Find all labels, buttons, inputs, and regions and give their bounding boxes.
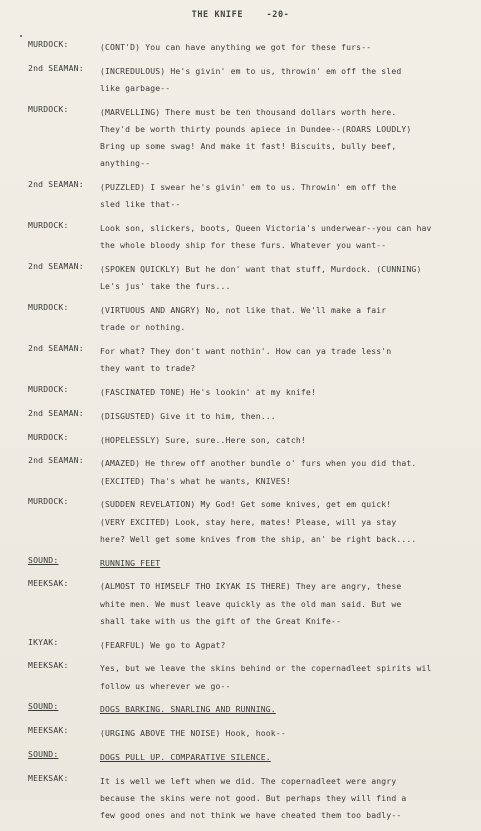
script-body: [0, 39, 481, 831]
dialogue-line: Bring up some swag! And make it fast! Biscuits, bully beef,: [100, 141, 397, 152]
dialogue-line: (CONT'D) You can have anything we got for these furs--: [100, 42, 372, 52]
dialogue-line: (ALMOST TO HIMSELF THO IKYAK IS THERE) They are angry, these: [100, 581, 402, 592]
header-page-number: -20-: [266, 10, 290, 20]
dialogue-line: (SUDDEN REVELATION) My God! Get some knives, get em quick!: [100, 499, 392, 510]
dialogue-line: here? Well get some knives from the ship, an' be right back....: [100, 533, 417, 544]
speaker-name: SOUND:: [28, 748, 59, 759]
dialogue-line: Yes, but we leave the skins behind or the copernadleet spirits wil: [100, 663, 432, 674]
dialogue-line: because the skins were not good. But perhaps they will find a: [100, 792, 407, 803]
dialogue-line: white men. We must leave quickly as the old man said. But we: [100, 598, 402, 609]
dialogue-line: anything--: [100, 158, 151, 169]
dialogue-text: [100, 578, 481, 630]
dialogue-line: (AMAZED) He threw off another bundle o' furs when you did that.: [100, 458, 417, 469]
dialogue-line: few good ones and not think we have cheated them too badly--: [100, 810, 402, 821]
dialogue-entry: [0, 179, 481, 213]
speaker-name: MURDOCK:: [28, 431, 69, 442]
dialogue-entry: [0, 104, 481, 173]
dialogue-text: [100, 725, 481, 742]
dialogue-entry: [0, 408, 481, 425]
dialogue-entry: [0, 660, 481, 694]
dialogue-line: For what? They don't want nothin'. How can ya trade less'n: [100, 346, 392, 357]
dialogue-text: [100, 555, 481, 572]
dialogue-line: (INCREDULOUS) He's givin' em to us, throwin' em off the sled: [100, 65, 402, 76]
dialogue-line: Look son, slickers, boots, Queen Victoria's underwear--you can hav: [100, 223, 432, 234]
dialogue-line: the whole bloody ship for these furs. Whatever you want--: [100, 240, 387, 251]
dialogue-text: [100, 701, 481, 718]
speaker-name: IKYAK:: [28, 636, 59, 647]
dialogue-text: [100, 432, 481, 449]
dialogue-line: sled like that--: [100, 199, 181, 210]
dialogue-line: (VERY EXCITED) Look, stay here, mates! Please, will ya stay: [100, 516, 397, 527]
speaker-name: MEEKSAK:: [28, 772, 69, 783]
speaker-name: MURDOCK:: [28, 384, 69, 395]
dialogue-line: (FASCINATED TONE) He's lookin' at my knife!: [100, 387, 316, 398]
speaker-name: MURDOCK:: [28, 103, 69, 114]
speaker-name: MEEKSAK:: [28, 578, 69, 589]
dialogue-text: [100, 63, 481, 97]
dialogue-line: DOGS BARKING. SNARLING AND RUNNING.: [100, 704, 276, 715]
dialogue-line: (URGING ABOVE THE NOISE) Hook, hook--: [100, 728, 286, 739]
speaker-name: 2nd SEAMAN:: [28, 455, 84, 466]
dialogue-text: [100, 220, 481, 254]
dialogue-text: [100, 104, 481, 173]
speaker-name: 2nd SEAMAN:: [28, 407, 84, 418]
dialogue-line: like garbage--: [100, 83, 171, 93]
dialogue-line: They'd be worth thirty pounds apiece in Dundee--(ROARS LOUDLY): [100, 123, 412, 134]
dialogue-entry: [0, 302, 481, 336]
dialogue-entry: [0, 773, 481, 825]
dialogue-text: [100, 261, 481, 295]
dialogue-entry: [0, 220, 481, 254]
speaker-name: SOUND:: [28, 554, 59, 565]
ink-mark: [20, 35, 22, 37]
dialogue-entry: [0, 578, 481, 630]
page-header: [0, 10, 481, 20]
dialogue-text: [100, 384, 481, 401]
speaker-name: SOUND:: [28, 701, 59, 712]
speaker-name: MURDOCK:: [28, 39, 69, 49]
dialogue-line: (MARVELLING) There must be ten thousand dollars worth here.: [100, 106, 397, 117]
dialogue-line: Le's jus' take the furs...: [100, 281, 231, 292]
dialogue-entry: [0, 343, 481, 377]
dialogue-text: [100, 343, 481, 377]
dialogue-entry: [0, 39, 481, 56]
dialogue-line: (SPOKEN QUICKLY) But he don' want that stuff, Murdock. (CUNNING): [100, 264, 422, 275]
dialogue-line: follow us wherever we go--: [100, 680, 231, 691]
dialogue-entry: [0, 637, 481, 654]
dialogue-entry: [0, 701, 481, 718]
speaker-name: 2nd SEAMAN:: [28, 62, 84, 73]
dialogue-entry: [0, 261, 481, 295]
dialogue-line: RUNNING FEET: [100, 557, 161, 568]
speaker-name: MEEKSAK:: [28, 660, 69, 671]
dialogue-line: It is well we left when we did. The copernadleet were angry: [100, 775, 397, 786]
dialogue-text: [100, 749, 481, 766]
speaker-name: 2nd SEAMAN:: [28, 261, 84, 272]
dialogue-line: (PUZZLED) I swear he's givin' em to us. Throwin' em off the: [100, 182, 397, 193]
dialogue-line: (FEARFUL) We go to Agpat?: [100, 639, 226, 650]
dialogue-entry: [0, 496, 481, 548]
dialogue-text: [100, 408, 481, 425]
dialogue-line: (EXCITED) Tha's what he wants, KNIVES!: [100, 475, 291, 486]
dialogue-entry: [0, 384, 481, 401]
speaker-name: MURDOCK:: [28, 496, 69, 507]
speaker-name: 2nd SEAMAN:: [28, 179, 84, 190]
speaker-name: 2nd SEAMAN:: [28, 343, 84, 354]
speaker-name: MURDOCK:: [28, 302, 69, 313]
dialogue-line: trade or nothing.: [100, 322, 186, 333]
speaker-name: MEEKSAK:: [28, 725, 69, 736]
dialogue-line: DOGS PULL UP. COMPARATIVE SILENCE.: [100, 751, 271, 762]
dialogue-entry: [0, 63, 481, 97]
dialogue-entry: [0, 432, 481, 449]
dialogue-text: [100, 302, 481, 336]
dialogue-entry: [0, 555, 481, 572]
dialogue-text: [100, 39, 481, 56]
dialogue-text: [100, 773, 481, 825]
dialogue-entry: [0, 749, 481, 766]
dialogue-line: (HOPELESSLY) Sure, sure..Here son, catch!: [100, 434, 306, 445]
dialogue-text: [100, 179, 481, 213]
dialogue-line: they want to trade?: [100, 363, 196, 374]
dialogue-entry: [0, 455, 481, 489]
dialogue-line: (DISGUSTED) Give it to him, then...: [100, 410, 276, 421]
header-title: THE KNIFE: [191, 10, 244, 20]
dialogue-text: [100, 637, 481, 654]
dialogue-line: (VIRTUOUS AND ANGRY) No, not like that. We'll make a fair: [100, 305, 387, 316]
dialogue-line: shall take with us the gift of the Great Knife--: [100, 615, 342, 626]
speaker-name: MURDOCK:: [28, 220, 69, 231]
dialogue-text: [100, 455, 481, 489]
dialogue-text: [100, 660, 481, 694]
dialogue-text: [100, 496, 481, 548]
dialogue-entry: [0, 725, 481, 742]
